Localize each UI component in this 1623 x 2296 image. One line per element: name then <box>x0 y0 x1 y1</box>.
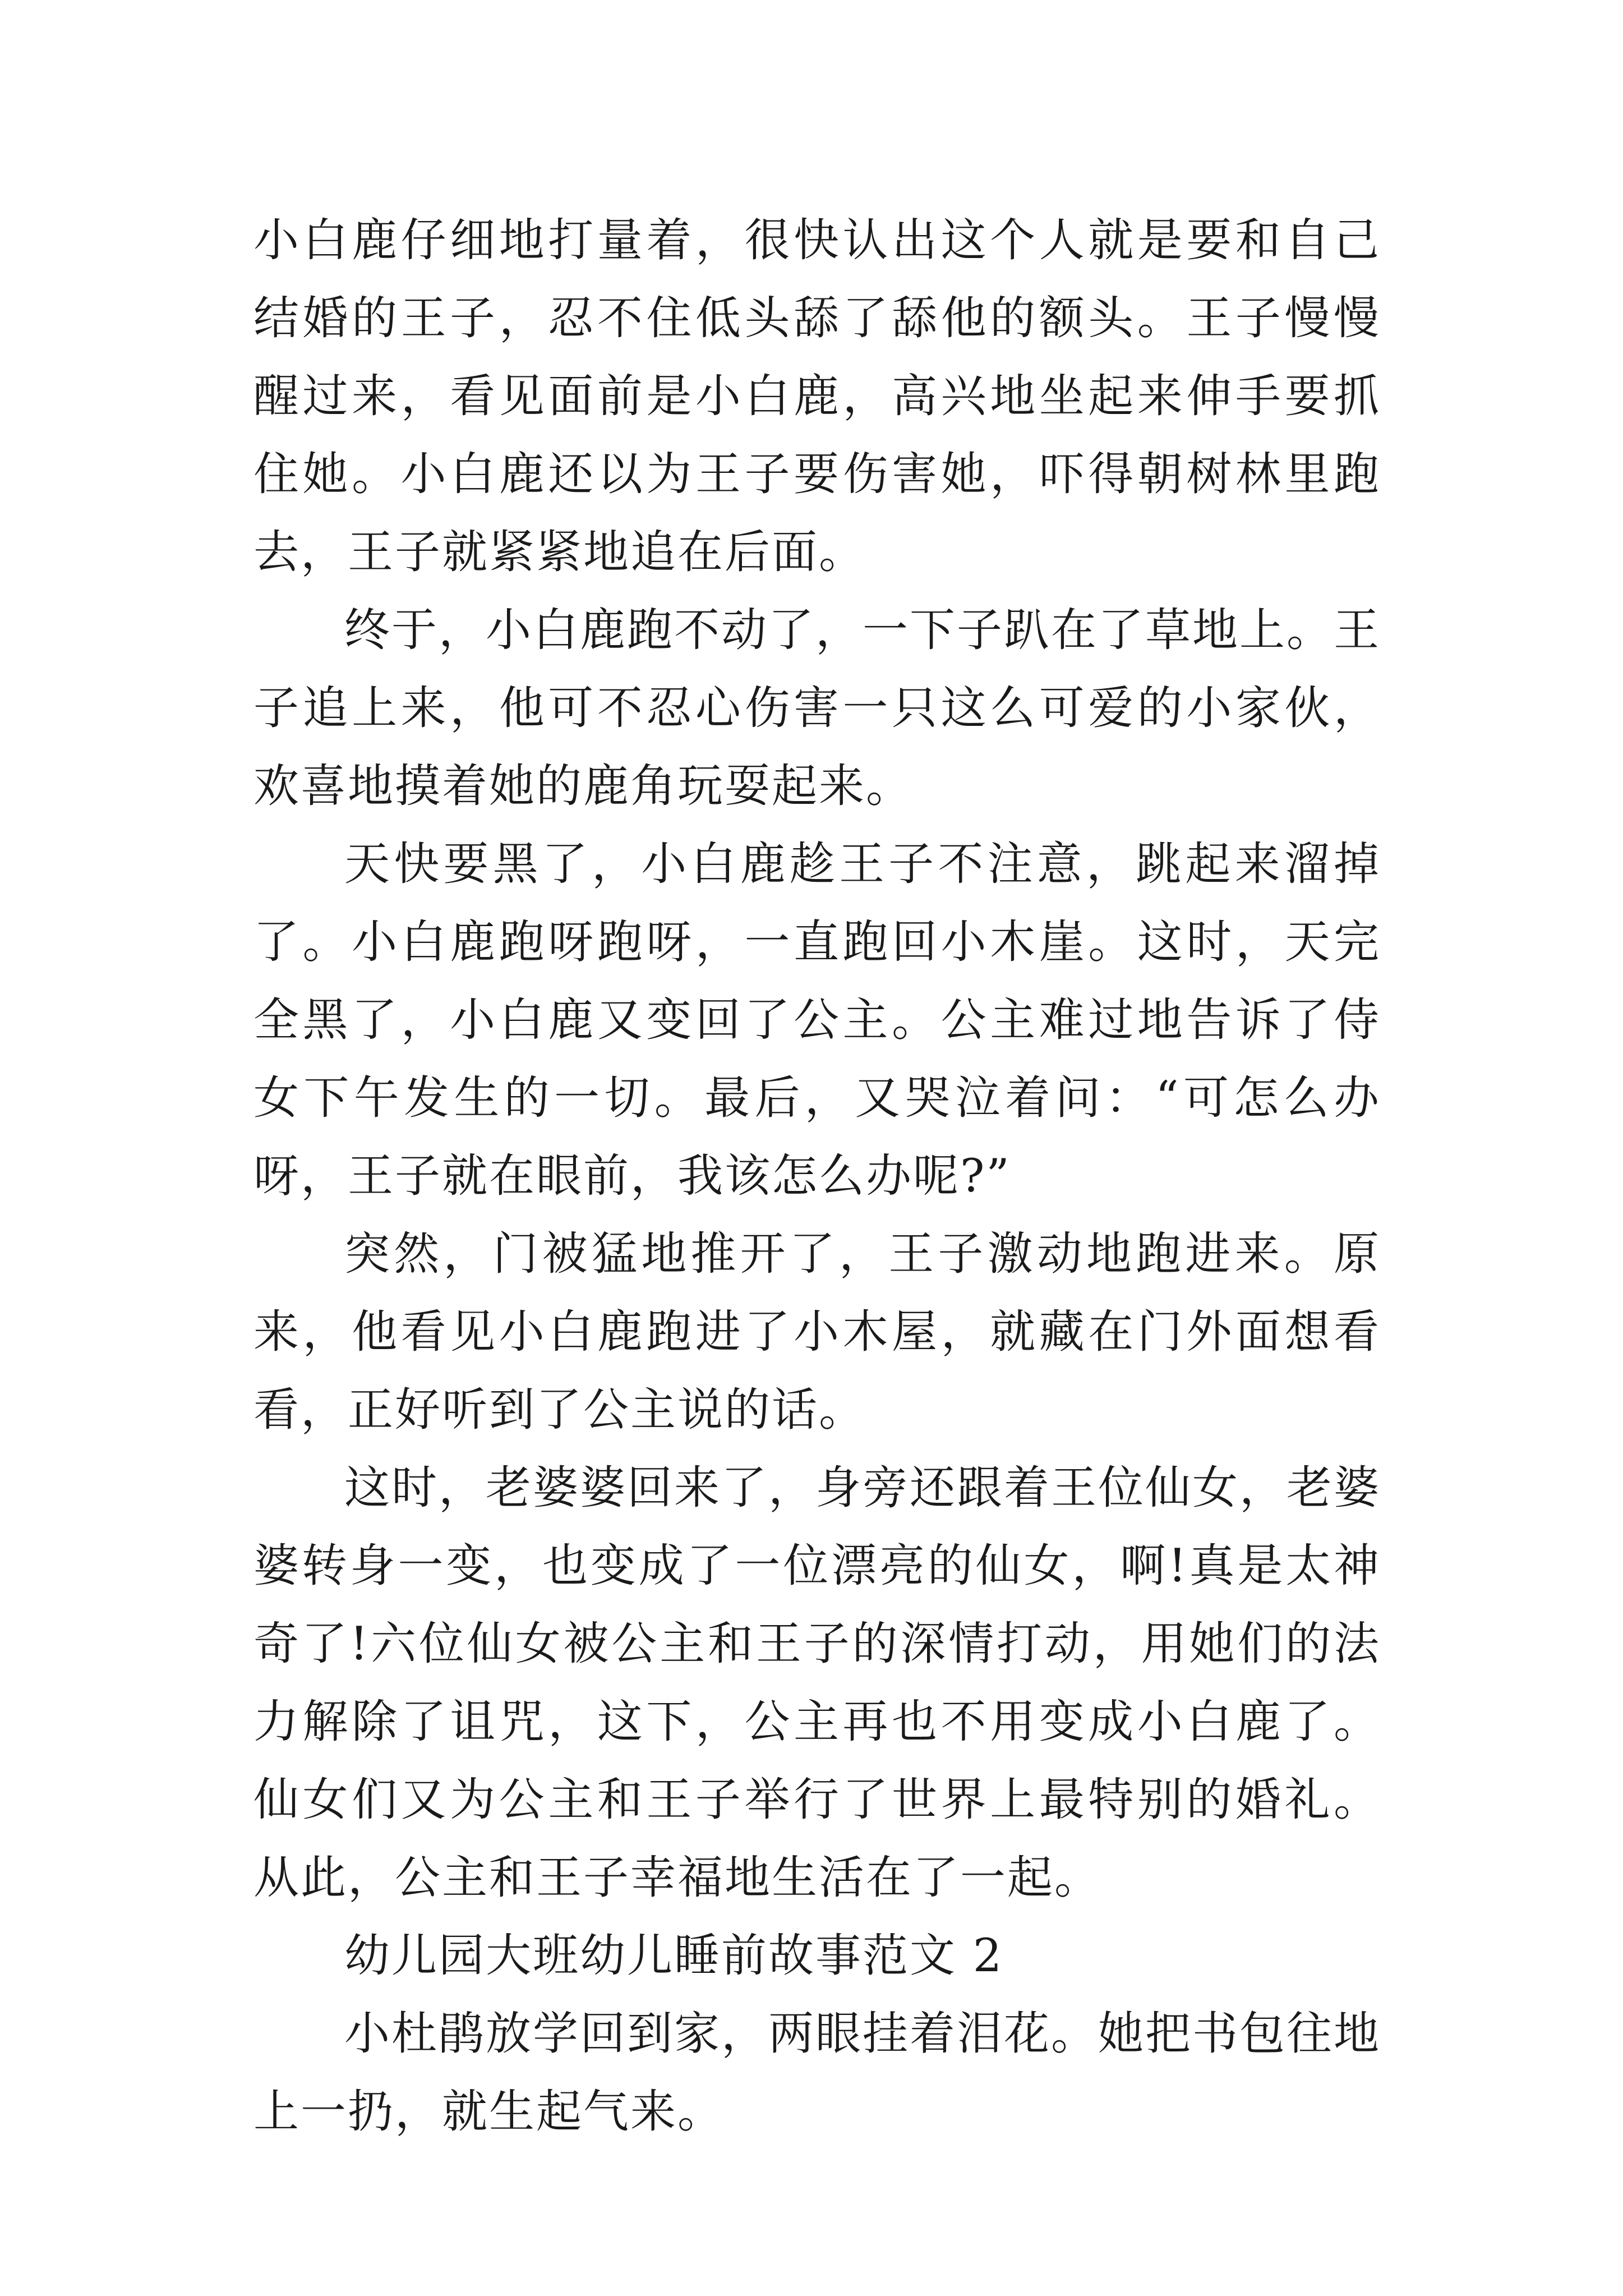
paragraph-3: 天快要黑了，小白鹿趁王子不注意，跳起来溜掉了。小白鹿跑呀跑呀，一直跑回小木崖。这时，天完全黑了，小白鹿又变回了公主。公主难过地告诉了侍女下午发生的一切。最后，又哭泣着问：“可怎么办呀，王子就在眼前，我该怎么办呢?” <box>253 838 1381 1203</box>
paragraph-4: 突然，门被猛地推开了，王子激动地跑进来。原来，他看见小白鹿跑进了小木屋，就藏在门外面想看看，正好听到了公主说的话。 <box>253 1228 1381 1437</box>
paragraph-2: 终于，小白鹿跑不动了，一下子趴在了草地上。王子追上来，他可不忍心伤害一只这么可爱的小家伙，欢喜地摸着她的鹿角玩耍起来。 <box>253 604 1381 813</box>
paragraph-6: 小杜鹃放学回到家，两眼挂着泪花。她把书包往地上一扔，就生起气来。 <box>253 2008 1381 2138</box>
section-heading: 幼儿园大班幼儿睡前故事范文 2 <box>344 1930 1004 1982</box>
paragraph-1: 小白鹿仔细地打量着，很快认出这个人就是要和自己结婚的王子，忍不住低头舔了舔他的额头。王子慢慢醒过来，看见面前是小白鹿，高兴地坐起来伸手要抓住她。小白鹿还以为王子要伤害她，吓得朝树林里跑去，王子就紧紧地追在后面。 <box>253 214 1381 579</box>
document-body <box>253 202 1381 2151</box>
paragraph-5: 这时，老婆婆回来了，身旁还跟着王位仙女，老婆婆转身一变，也变成了一位漂亮的仙女，啊!真是太神奇了!六位仙女被公主和王子的深情打动，用她们的法力解除了诅咒，这下，公主再也不用变成小白鹿了。仙女们又为公主和王子举行了世界上最特别的婚礼。从此，公主和王子幸福地生活在了一起。 <box>253 1462 1381 1904</box>
